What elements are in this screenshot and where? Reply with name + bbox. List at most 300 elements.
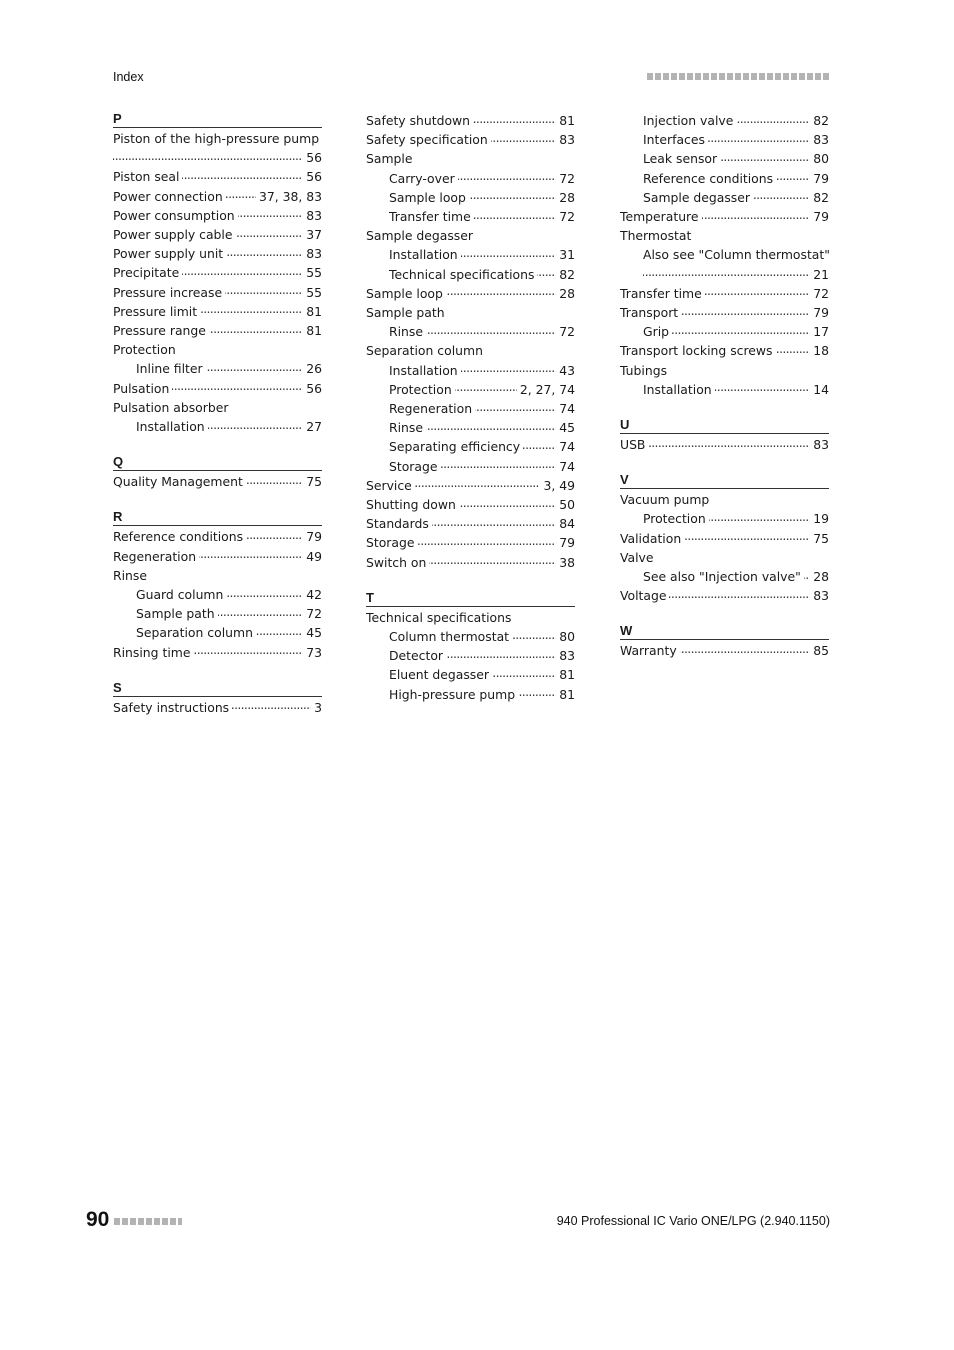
index-section [113,509,322,661]
entry-label: Valve [620,549,654,565]
entry-label: Sample degasser [366,228,473,244]
entry-label: Injection valve [643,113,734,128]
entry-page-numbers: 56 [306,150,322,166]
entry-label: Installation [136,419,205,435]
entry-page-numbers: 79 [559,535,575,551]
index-entry-continuation [620,265,829,284]
entry-label: Transfer time [620,285,702,301]
entry-label: Warranty [620,643,677,659]
section-letter-heading: S [113,680,322,697]
index-subentry [620,509,829,528]
entry-label: Rinse [113,567,147,583]
index-subentry [620,130,829,149]
index-section [620,417,829,454]
index-section [620,111,829,399]
entry-label: Power connection [113,188,223,204]
index-entry [366,476,575,495]
index-entry [113,698,322,717]
entry-label: Technical specifications [389,266,535,282]
dot-leader [226,188,256,200]
entry-label: Pressure range [113,323,206,339]
dot-leader [426,324,556,336]
dot-leader [469,189,556,201]
entry-page-numbers: 79 [306,529,322,545]
entry-label: Shutting down [366,497,456,513]
index-subentry [366,665,575,684]
entry-label: Protection [113,342,176,358]
entry-label: Rinsing time [113,644,191,660]
entry-page-numbers: 56 [306,169,322,185]
dot-leader [518,686,556,698]
dot-leader [643,266,810,278]
index-subentry [366,437,575,456]
index-entry [366,608,575,627]
dot-leader [512,629,556,641]
entry-label: Protection [389,381,452,397]
dot-leader [236,227,304,239]
index-subentry [366,418,575,437]
entry-page-numbers: 83 [559,132,575,148]
index-entry [366,149,575,168]
entry-label: Technical specifications [366,609,512,625]
entry-page-numbers: 28 [559,189,575,205]
entry-page-numbers: 74 [559,401,575,417]
entry-page-numbers: 80 [813,151,829,167]
index-subentry [366,207,575,226]
entry-label: Rinse [389,420,423,436]
dot-leader [458,170,557,182]
index-subentry [113,417,322,436]
index-entry [366,533,575,552]
section-letter-heading: P [113,111,322,128]
entry-label: Temperature [620,209,699,225]
dot-leader [473,113,556,125]
dot-leader [705,285,810,297]
entry-label: Grip [643,324,670,340]
entry-page-numbers: 75 [306,474,322,490]
index-entry [620,226,829,245]
index-entry [620,435,829,454]
index-subentry [366,399,575,418]
dot-leader [172,380,303,392]
dot-leader [681,305,810,317]
entry-label: Sample degasser [643,189,750,205]
index-section [366,590,575,704]
entry-label: Installation [389,247,458,263]
footer-decorative-squares [114,1218,182,1225]
entry-label: Sample loop [389,189,466,205]
page-number: 90 [86,1208,110,1231]
entry-label: Pulsation [113,380,170,396]
entry-page-numbers: 31 [559,247,575,263]
section-letter-heading: W [620,623,829,640]
index-section [620,623,829,660]
index-entry [113,643,322,662]
entry-page-numbers: 37 [306,227,322,243]
dot-leader [208,419,304,431]
dot-leader [672,324,810,336]
index-subentry [366,457,575,476]
entry-label: Eluent degasser [389,667,489,683]
index-entry [113,187,322,206]
dot-leader [225,284,303,296]
entry-label: Safety shutdown [366,113,471,128]
dot-leader [804,569,810,581]
entry-page-numbers: 72 [559,324,575,340]
entry-page-numbers: 83 [559,648,575,664]
running-header-title: Index [113,70,144,84]
index-entry [366,130,575,149]
dot-leader [736,113,810,125]
dot-leader [209,323,303,335]
entry-page-numbers: 81 [306,323,322,339]
entry-label: Transport locking screws [620,343,773,359]
entry-page-numbers: 81 [559,667,575,683]
index-entry [620,361,829,380]
index-subentry [366,322,575,341]
index-entry [113,398,322,417]
dot-leader [182,169,303,181]
entry-label: Pressure limit [113,303,198,319]
entry-page-numbers: 81 [306,303,322,319]
entry-page-numbers: 3, 49 [543,477,575,493]
entry-label: Guard column [136,587,224,603]
entry-label: Separating efficiency [389,439,521,455]
entry-page-numbers: 83 [306,207,322,223]
index-entry [113,566,322,585]
index-entry [113,340,322,359]
index-subentry [366,169,575,188]
entry-page-numbers: 55 [306,284,322,300]
index-entry [366,226,575,245]
entry-label: Quality Management [113,474,243,490]
dot-leader [226,246,303,258]
entry-label: Storage [389,458,438,474]
entry-label: Piston seal [113,169,180,185]
entry-page-numbers: 37, 38, 83 [258,188,322,204]
entry-page-numbers: 72 [306,606,322,622]
index-entry [113,206,322,225]
entry-label: Storage [366,535,415,551]
dot-leader [246,529,303,541]
entry-label: Leak sensor [643,151,718,167]
index-subentry [620,245,829,264]
section-letter-heading: R [113,509,322,526]
entry-label: Regeneration [113,548,197,564]
index-entry [113,263,322,282]
entry-page-numbers: 81 [559,113,575,128]
dot-leader [426,420,556,432]
entry-page-numbers: 49 [306,548,322,564]
index-entry [620,529,829,548]
entry-label: Service [366,477,412,493]
dot-leader [200,303,303,315]
entry-label: Transfer time [389,209,471,225]
entry-label: Sample path [136,606,215,622]
section-letter-heading: V [620,472,829,489]
index-entry [366,553,575,572]
index-entry [113,225,322,244]
section-letter-heading: U [620,417,829,434]
entry-label: Installation [643,381,712,397]
index-subentry [366,245,575,264]
entry-page-numbers: 55 [306,265,322,281]
entry-page-numbers: 3 [314,699,322,715]
entry-page-numbers: 19 [813,511,829,527]
entry-label: Standards [366,516,429,532]
index-subentry [620,322,829,341]
index-subentry [620,169,829,188]
entry-label: Protection [643,511,706,527]
entry-label: Rinse [389,324,423,340]
entry-label: Transport [620,305,679,321]
index-entry [113,321,322,340]
entry-page-numbers: 28 [559,285,575,301]
entry-label: Interfaces [643,132,705,148]
index-entry [113,244,322,263]
dot-leader [415,477,541,489]
entry-label: Carry-over [389,170,455,186]
index-column-1 [113,111,322,735]
dot-leader [461,247,557,259]
index-entry [366,514,575,533]
index-entry [113,472,322,491]
entry-label: Tubings [620,362,668,378]
entry-label: Voltage [620,588,667,604]
index-entry [620,490,829,509]
footer-document-title: 940 Professional IC Vario ONE/LPG (2.940.1150) [556,1214,830,1228]
index-section [113,111,322,436]
entry-label: Installation [389,362,458,378]
index-subentry [366,685,575,704]
entry-page-numbers: 74 [559,458,575,474]
dot-leader [669,588,810,600]
entry-label: Column thermostat [389,629,510,645]
entry-label: Power consumption [113,207,235,223]
entry-page-numbers: 50 [559,497,575,513]
dot-leader [461,362,557,374]
index-entry [113,379,322,398]
entry-label: Power supply cable [113,227,233,243]
entry-label: Reference conditions [643,170,774,186]
index-entry [366,495,575,514]
index-entry [620,341,829,360]
index-entry [620,586,829,605]
index-subentry [366,380,575,399]
dot-leader [491,132,557,144]
entry-page-numbers: 28 [813,569,829,585]
index-entry [620,641,829,660]
dot-leader [648,437,810,449]
dot-leader [440,458,556,470]
index-subentry [366,265,575,284]
dot-leader [459,497,556,509]
index-section [620,472,829,605]
entry-page-numbers: 72 [559,170,575,186]
dot-leader [446,648,556,660]
entry-label: Safety instructions [113,699,230,715]
entry-page-numbers: 72 [813,285,829,301]
entry-page-numbers: 84 [559,516,575,532]
dot-leader [492,667,556,679]
index-entry [366,284,575,303]
entry-page-numbers: 85 [813,643,829,659]
entry-label: Sample path [366,305,445,321]
dot-leader [113,150,303,162]
entry-label: Reference conditions [113,529,244,545]
dot-leader [776,343,811,355]
dot-leader [537,266,556,278]
index-subentry [366,188,575,207]
dot-leader [680,643,811,655]
section-letter-heading: Q [113,454,322,471]
dot-leader [199,548,303,560]
index-subentry [366,627,575,646]
entry-label: Also see "Column thermostat" [643,247,830,263]
index-entry [366,111,575,130]
entry-page-numbers: 82 [813,189,829,205]
dot-leader [193,644,303,656]
dot-leader [182,265,303,277]
index-subentry [620,111,829,130]
entry-page-numbers: 38 [559,554,575,570]
index-entry [113,302,322,321]
dot-leader [776,170,810,182]
dot-leader [720,151,810,163]
index-section [366,111,575,572]
dot-leader [256,625,303,637]
dot-leader [708,132,810,144]
entry-page-numbers: 45 [559,420,575,436]
dot-leader [709,511,811,523]
index-entry [113,527,322,546]
entry-label: Pulsation absorber [113,399,229,415]
index-entry [620,303,829,322]
index-subentry [620,380,829,399]
dot-leader [218,606,304,618]
header-decorative-squares [647,73,830,80]
index-column-2 [366,111,575,722]
index-column-3 [620,111,829,679]
entry-label: Sample loop [366,285,443,301]
entry-label: Separation column [136,625,253,641]
entry-label: Power supply unit [113,246,224,262]
section-letter-heading: T [366,590,575,607]
entry-page-numbers: 83 [306,246,322,262]
entry-label: Detector [389,648,443,664]
dot-leader [226,587,303,599]
dot-leader [238,207,304,219]
index-entry-continuation [113,148,322,167]
dot-leader [246,474,303,486]
entry-page-numbers: 82 [813,113,829,128]
index-subentry [620,188,829,207]
dot-leader [475,401,556,413]
entry-page-numbers: 75 [813,530,829,546]
index-entry [366,303,575,322]
dot-leader [206,361,304,373]
dot-leader [523,439,556,451]
entry-label: Thermostat [620,228,692,244]
entry-page-numbers: 26 [306,361,322,377]
index-entry [113,129,322,148]
index-entry [113,283,322,302]
dot-leader [753,189,810,201]
entry-label: USB [620,437,646,453]
dot-leader [429,554,556,566]
entry-page-numbers: 83 [813,132,829,148]
index-section [113,454,322,491]
dot-leader [684,530,810,542]
entry-page-numbers: 80 [559,629,575,645]
entry-label: Regeneration [389,401,473,417]
entry-label: High-pressure pump [389,686,516,702]
entry-page-numbers: 82 [559,266,575,282]
entry-page-numbers: 81 [559,686,575,702]
dot-leader [702,209,811,221]
index-subentry [113,585,322,604]
index-entry [113,547,322,566]
entry-page-numbers: 83 [813,437,829,453]
entry-label: Vacuum pump [620,492,710,508]
entry-page-numbers: 74 [559,439,575,455]
index-section [113,680,322,717]
index-subentry [366,646,575,665]
index-entry [620,284,829,303]
dot-leader [446,285,556,297]
entry-page-numbers: 27 [306,419,322,435]
entry-page-numbers: 42 [306,587,322,603]
entry-page-numbers: 17 [813,324,829,340]
entry-page-numbers: 18 [813,343,829,359]
index-subentry [113,359,322,378]
index-entry [366,341,575,360]
entry-page-numbers: 83 [813,588,829,604]
entry-page-numbers: 79 [813,209,829,225]
entry-page-numbers: 21 [813,266,829,282]
index-entry [620,207,829,226]
dot-leader [417,535,556,547]
dot-leader [474,209,556,221]
entry-label: Validation [620,530,682,546]
dot-leader [232,699,311,711]
entry-page-numbers: 56 [306,380,322,396]
entry-label: Sample [366,151,413,167]
index-entry [620,548,829,567]
entry-page-numbers: 45 [306,625,322,641]
entry-label: Inline filter [136,361,203,377]
index-subentry [366,361,575,380]
entry-label: Switch on [366,554,427,570]
entry-label: Separation column [366,343,483,359]
entry-page-numbers: 79 [813,170,829,186]
entry-page-numbers: 79 [813,305,829,321]
entry-page-numbers: 2, 27, 74 [519,381,575,397]
dot-leader [715,381,811,393]
index-subentry [113,604,322,623]
entry-label: Safety specification [366,132,488,148]
entry-page-numbers: 43 [559,362,575,378]
entry-page-numbers: 14 [813,381,829,397]
entry-label: Piston of the high-pressure pump [113,131,320,146]
index-entry [113,167,322,186]
index-subentry [620,149,829,168]
dot-leader [455,381,517,393]
entry-page-numbers: 72 [559,209,575,225]
index-subentry [620,567,829,586]
entry-label: See also "Injection valve" [643,569,801,585]
entry-label: Pressure increase [113,284,223,300]
